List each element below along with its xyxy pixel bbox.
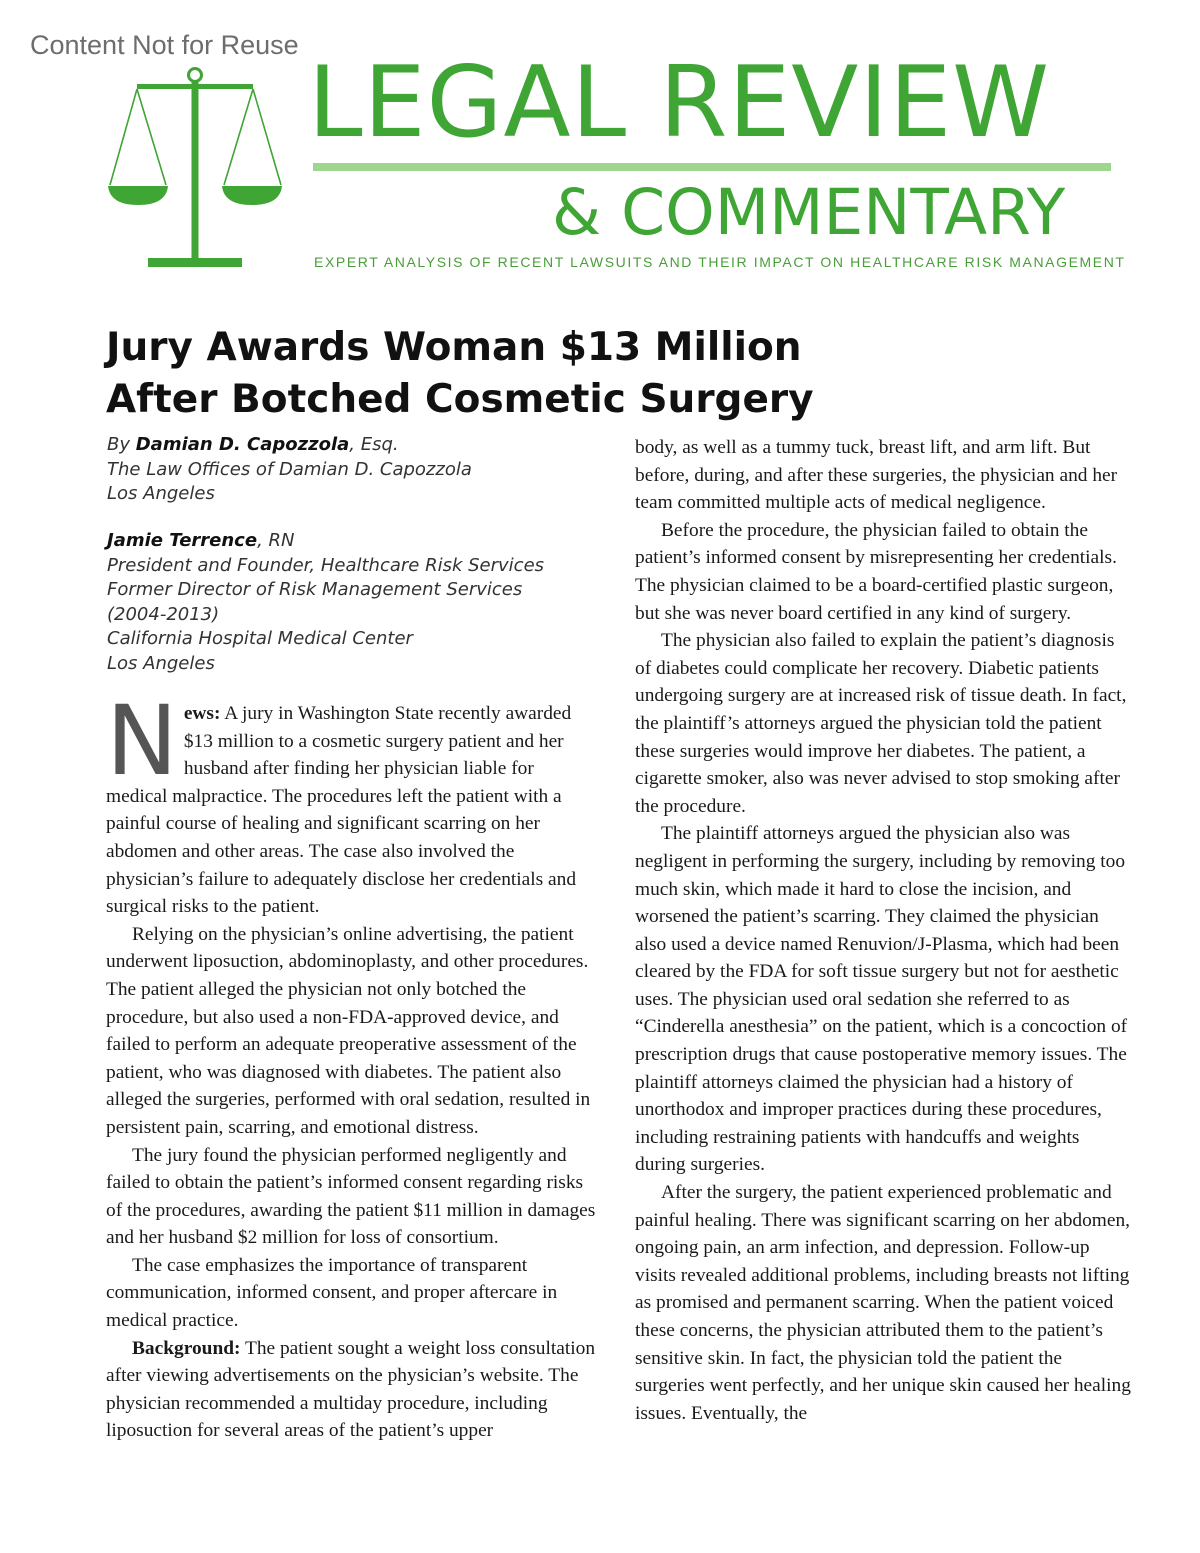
paragraph-background [106, 1335, 598, 1445]
author-2-name: Jamie Terrence [107, 530, 258, 551]
author-1-credential: , Esq. [349, 434, 399, 455]
author-1-name: Damian D. Capozzola [135, 434, 350, 455]
author-byline-1 [107, 433, 627, 507]
paragraph: The physician also failed to explain the patient’s diagnosis of diabetes could complicate her recovery. Diabetic patients undergoing surgery are at increased risk of tissue death. In fact, the plaintiff’s attorneys argued the physician told the patient these surgeries would improve her diabetes. The patient, a cigarette smoker, also was never advised to stop smoking after the procedure. [635, 630, 1127, 817]
author-1-location: Los Angeles [107, 483, 215, 504]
article-headline [106, 322, 814, 426]
author-1-name-line [107, 433, 627, 458]
author-2-title: President and Founder, Healthcare Risk Services [107, 554, 545, 576]
author-2-credential: , RN [257, 530, 295, 551]
paragraph-news-text: A jury in Washington State recently awarded $13 million to a cosmetic surgery patient and her husband after finding her physician liable for medical malpractice. The procedures left the patient with a painful course of healing and significant scarring on her abdomen and other areas. The case also involved the physician’s failure to adequately disclose her credentials and surgical risks to the patient. [106, 703, 577, 918]
masthead-subtitle: & COMMENTARY [552, 176, 1066, 249]
article-column-left [106, 685, 598, 1445]
author-1-affiliation: The Law Offices of Damian D. Capozzola [107, 458, 472, 480]
paragraph: The case emphasizes the importance of transparent communication, informed consent, and proper aftercare in medical practice. [106, 1254, 558, 1332]
watermark-text: Content Not for Reuse [30, 30, 299, 60]
paragraph: After the surgery, the patient experienced problematic and painful healing. There was significant scarring on her abdomen, ongoing pain, an arm infection, and depression. Follow-up visits revealed additional problems, including breasts not lifting as promised and permanent scarring. When the patient voiced these concerns, the physician attributed them to the patient’s sensitive skin. In fact, the physician told the patient the surgeries went perfectly, and her unique skin caused her healing issues. Eventually, the [635, 1182, 1131, 1424]
news-label: ews: [183, 703, 221, 724]
article-column-right [635, 434, 1131, 1427]
background-label: Background: [132, 1337, 241, 1359]
byline-prefix: By [107, 434, 136, 455]
paragraph-news [106, 685, 598, 921]
paragraph: The plaintiff attorneys argued the physician also was negligent in performing the surgery, including by removing too much skin, which made it hard to close the incision, and worsened the patient’s scarring. They claimed the physician also used a device named Renuvion/J-Plasma, which had been cleared by the FDA for soft tissue surgery but not for aesthetic uses. The physician used oral sedation she referred to as “Cinderella anesthesia” on the patient, which is a concoction of prescription drugs that cause postoperative memory issues. The plaintiff attorneys claimed the physician had a history of unorthodox and improper practices during these procedures, including restraining patients with handcuffs and weights during surgeries. [635, 823, 1128, 1176]
masthead-divider [313, 163, 1111, 171]
author-2-years: (2004-2013) [107, 603, 220, 625]
drop-cap: N [106, 685, 178, 797]
paragraph: body, as well as a tummy tuck, breast lift, and arm lift. But before, during, and after these surgeries, the physician and her team committed multiple acts of medical negligence. [635, 437, 1118, 514]
masthead-title: LEGAL REVIEW [308, 46, 1051, 160]
scales-of-justice-icon [100, 60, 290, 272]
author-2-name-line [107, 529, 627, 554]
author-2-former-title: Former Director of Risk Management Services [107, 579, 523, 600]
headline-line-2: After Botched Cosmetic Surgery [106, 377, 814, 422]
paragraph: Relying on the physician’s online advertising, the patient underwent liposuction, abdominoplasty, and other procedures. The patient alleged the physician not only botched the procedure, but also used a non-FDA-approved device, and failed to perform an adequate preoperative assessment of the patient, who was diagnosed with diabetes. The patient also alleged the surgeries, performed with oral sedation, resulted in persistent pain, scarring, and emotional distress. [106, 923, 591, 1138]
paragraph-background-text: The patient sought a weight loss consultation after viewing advertisements on the physician’s website. The physician recommended a multiday procedure, including liposuction for several areas of the patient’s upper [106, 1337, 596, 1442]
headline-line-1: Jury Awards Woman $13 Million [106, 325, 802, 370]
author-byline-2 [107, 529, 627, 676]
author-2-location: Los Angeles [107, 652, 215, 674]
paragraph: Before the procedure, the physician failed to obtain the patient’s informed consent by misrepresenting her credentials. The physician claimed to be a board-certified plastic surgeon, but she was never board certified in any kind of surgery. [635, 519, 1117, 624]
paragraph: The jury found the physician performed negligently and failed to obtain the patient’s informed consent regarding risks of the procedures, awarding the patient $11 million in damages and her husband $2 million for loss of consortium. [106, 1144, 596, 1249]
masthead-tagline: EXPERT ANALYSIS OF RECENT LAWSUITS AND THEIR IMPACT ON HEALTHCARE RISK MANAGEMENT [314, 254, 1126, 270]
author-2-organization: California Hospital Medical Center [107, 628, 413, 649]
